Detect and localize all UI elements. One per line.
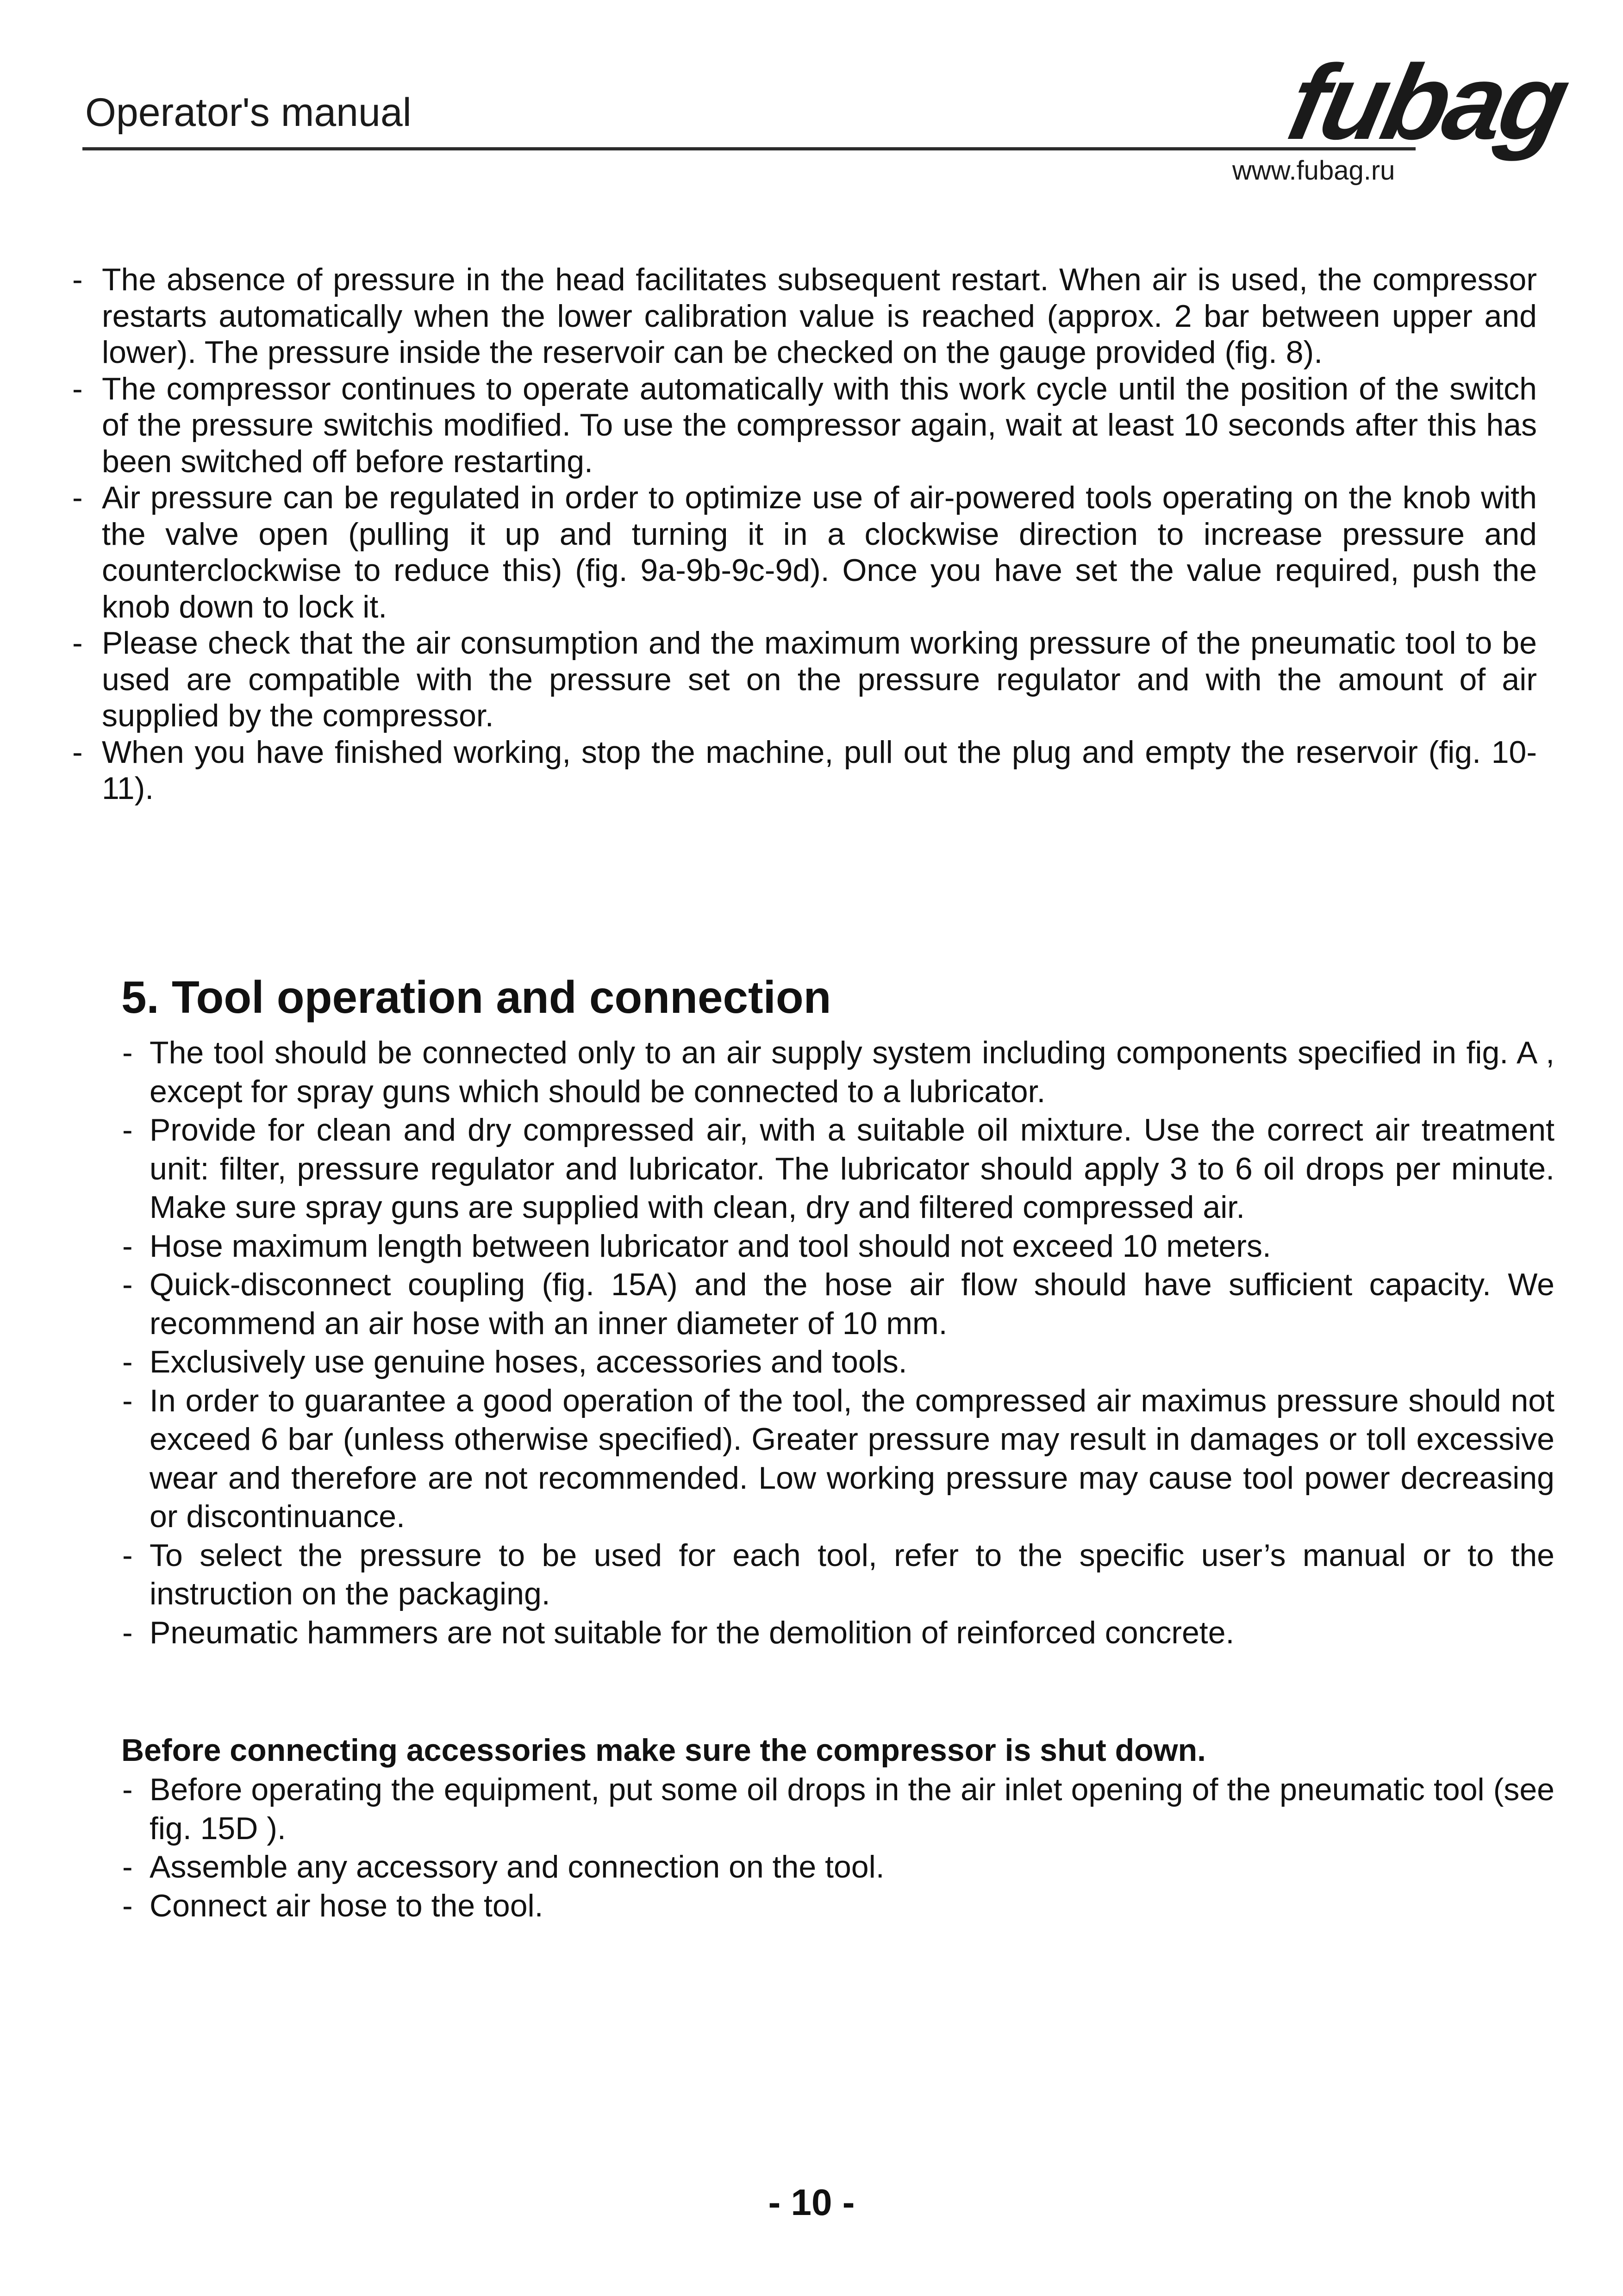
accessory-list — [119, 1771, 1554, 1925]
list-item: - In order to guarantee a good operation of the tool, the compressed air maximus pressure should not exceed 6 bar (unless otherwise specified). Greater pressure may result in damages or toll excessive wear and therefore are not recommended. Low working pressure may cause tool power decreasing or discontinuance. — [119, 1382, 1554, 1536]
list-item: - Connect air hose to the tool. — [119, 1887, 1554, 1926]
list-item: - To select the pressure to be used for each tool, refer to the specific user’s manual or to the instruction on the packaging. — [119, 1536, 1554, 1614]
shutdown-warning: Before connecting accessories make sure the compressor is shut down. — [121, 1733, 1206, 1768]
page-number: - 10 - — [768, 2182, 855, 2223]
list-item: - Exclusively use genuine hoses, accessories and tools. — [119, 1343, 1554, 1382]
fubag-logo — [1279, 43, 1576, 164]
list-item: - Please check that the air consumption and the maximum working pressure of the pneumatic tool to be used are compatible with the pressure set on the pressure regulator and with the amount of air supplied by the compressor. — [69, 625, 1537, 734]
list-item: - Hose maximum length between lubricator and tool should not exceed 10 meters. — [119, 1227, 1554, 1266]
list-item: - Provide for clean and dry compressed air, with a suitable oil mixture. Use the correct air treatment unit: filter, pressure regulator and lubricator. The lubricator should apply 3 to 6 oil drops per minute. Make sure spray guns are supplied with clean, dry and filtered compressed air. — [119, 1111, 1554, 1227]
list-item: - Air pressure can be regulated in order to optimize use of air-powered tools operating on the knob with the valve open (pulling it up and turning it in a clockwise direction to increase pressure and counterclockwise to reduce this) (fig. 9a-9b-9c-9d). Once you have set the value required, push the knob down to lock it. — [69, 480, 1537, 625]
page-header-title: Operator's manual — [85, 90, 412, 135]
list-item: - The absence of pressure in the head facilitates subsequent restart. When air is used, the compressor restarts automatically when the lower calibration value is reached (approx. 2 bar between upper and lower). The pressure inside the reservoir can be checked on the gauge provided (fig. 8). — [69, 262, 1537, 371]
website-url: www.fubag.ru — [1232, 156, 1395, 186]
list-item: - Before operating the equipment, put some oil drops in the air inlet opening of the pneumatic tool (see fig. 15D ). — [119, 1771, 1554, 1848]
list-item: - When you have finished working, stop the machine, pull out the plug and empty the reservoir (fig. 10-11). — [69, 734, 1537, 807]
list-item: - Pneumatic hammers are not suitable for the demolition of reinforced concrete. — [119, 1614, 1554, 1653]
intro-list — [69, 262, 1537, 807]
header-divider — [82, 147, 1416, 150]
list-item: - Assemble any accessory and connection on the tool. — [119, 1848, 1554, 1887]
fubag-logo-graphic — [1279, 43, 1576, 164]
list-item: - The tool should be connected only to an air supply system including components specified in fig. A , except for spray guns which should be connected to a lubricator. — [119, 1034, 1554, 1111]
list-item: - The compressor continues to operate automatically with this work cycle until the position of the switch of the pressure switchis modified. To use the compressor again, wait at least 10 seconds after this has been switched off before restarting. — [69, 371, 1537, 480]
svg-text:fubag: fubag — [1279, 43, 1576, 162]
tool-operation-list — [119, 1034, 1554, 1652]
list-item: - Quick-disconnect coupling (fig. 15A) and the hose air flow should have sufficient capacity. We recommend an air hose with an inner diameter of 10 mm. — [119, 1266, 1554, 1343]
section-title: 5. Tool operation and connection — [121, 972, 831, 1023]
